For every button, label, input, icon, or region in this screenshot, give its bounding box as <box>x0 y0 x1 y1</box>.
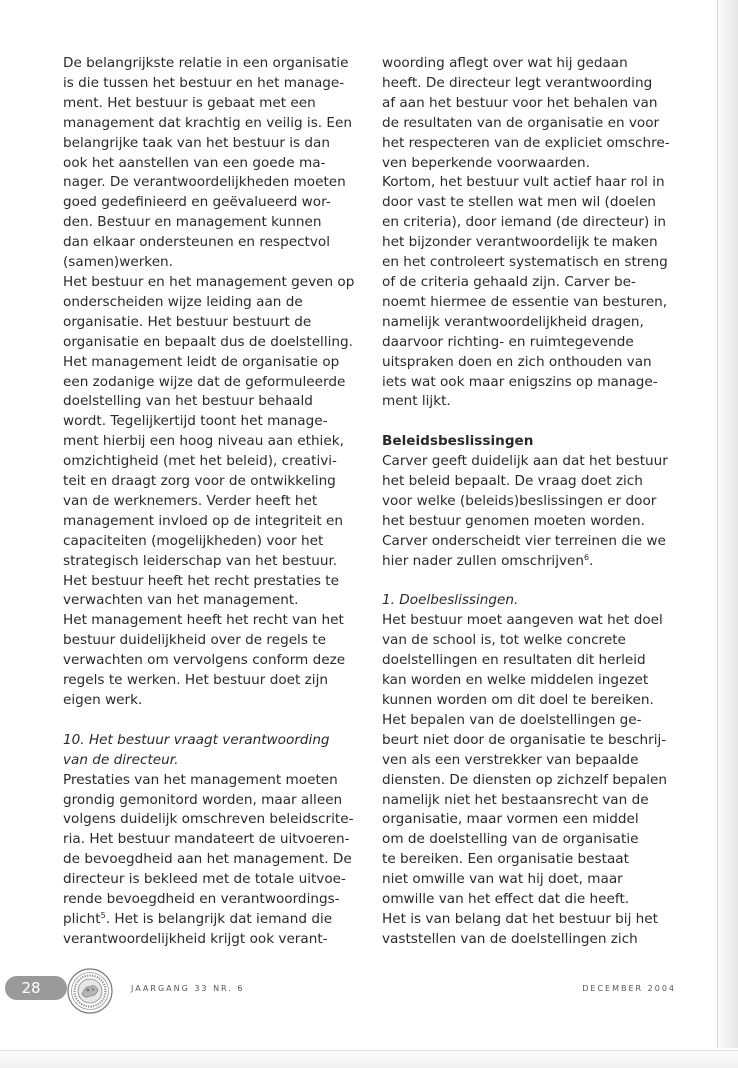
text-line: kan worden en welke middelen ingezet <box>382 672 649 689</box>
text-line: voor welke (beleids)beslissingen er door <box>382 492 657 509</box>
text-line: organisatie en bepaalt dus de doelstelling. <box>63 333 353 350</box>
text-line: teit en draagt zorg voor de ontwikkeling <box>63 473 336 490</box>
text-line: strategisch leiderschap van het bestuur. <box>63 552 338 569</box>
text-line: omzichtigheid (met het beleid), creativi- <box>63 453 337 470</box>
text-line: diensten. De diensten op zichzelf bepalen <box>382 771 668 788</box>
text-line: volgens duidelijk omschreven beleidscrite- <box>63 811 354 828</box>
text-line: Prestaties van het management moeten <box>63 771 338 788</box>
footnote-6-marker: 6 <box>584 552 590 562</box>
page-number-tab <box>5 976 67 1000</box>
text-line: ook het aanstellen van een goede ma- <box>63 154 326 171</box>
text-line: het bijzonder verantwoordelijk te maken <box>382 234 658 251</box>
text-line: woording aflegt over wat hij gedaan <box>382 55 628 71</box>
text-line: heeft. De directeur legt verantwoording <box>382 74 653 91</box>
text-line: noemt hiermee de essentie van besturen, <box>382 293 668 310</box>
text-line: management dat krachtig en veilig is. Een <box>63 114 352 131</box>
text-line: de bevoegdheid aan het management. De <box>63 851 352 868</box>
continuation-paragraphs <box>382 54 682 412</box>
text-line: dan elkaar ondersteunen en respectvol <box>63 234 331 251</box>
text-line: vaststellen van de doelstellingen zich <box>382 930 638 947</box>
text-line: organisatie, maar vormen een middel <box>382 811 639 828</box>
text-line: iets wat ook maar enigszins op manage- <box>382 373 658 390</box>
text-line: verwachten van het management. <box>63 592 299 609</box>
footnote-line-start: plicht <box>63 910 101 927</box>
text-line: omwille van het effect dat die heeft. <box>382 891 630 908</box>
text-line: uitspraken doen en zich onthouden van <box>382 353 652 370</box>
text-line: directeur is bekleed met de totale uitvoe- <box>63 871 346 888</box>
left-column <box>63 54 363 950</box>
page-footer <box>0 968 690 1020</box>
text-line: het beleid bepaalt. De vraag doet zich <box>382 473 643 490</box>
text-line: onderscheiden wijze leiding aan de <box>63 293 303 310</box>
journal-issue: JAARGANG 33 NR. 6 <box>131 984 245 993</box>
text-line: eigen werk. <box>63 692 143 708</box>
text-line: beurt niet door de organisatie te beschrij- <box>382 731 667 748</box>
text-line: goed gedefinieerd en geëvalueerd wor- <box>63 194 331 211</box>
text-line: het respecteren van de expliciet omschre- <box>382 134 670 151</box>
page-right-edge <box>714 0 738 1068</box>
text-line: Het management heeft het recht van het <box>63 612 344 629</box>
footnote-line-rest: . Het is belangrijk dat iemand die <box>105 910 333 927</box>
issue-date: DECEMBER 2004 <box>582 984 676 993</box>
text-line: regels te werken. Het bestuur doet zijn <box>63 672 328 689</box>
text-line: rende bevoegdheid en verantwoordings- <box>63 891 340 908</box>
text-line: doelstelling van het bestuur behaald <box>63 393 313 410</box>
text-line: De belangrijkste relatie in een organisatie <box>63 55 349 71</box>
text-line: doelstellingen en resultaten dit herleid <box>382 652 646 669</box>
text-line: af aan het bestuur voor het behalen van <box>382 94 658 111</box>
text-line: het bestuur genomen moeten worden. <box>382 512 645 529</box>
text-line: Het is van belang dat het bestuur bij het <box>382 910 658 927</box>
text-line: of de criteria gehaald zijn. Carver be- <box>382 273 636 290</box>
text-line: niet omwille van wat hij doet, maar <box>382 871 623 888</box>
text-line: een zodanige wijze dat de geformuleerde <box>63 373 346 390</box>
section-heading-beleidsbeslissingen: Beleidsbeslissingen <box>382 433 534 450</box>
text-line: namelijk verantwoordelijkheid dragen, <box>382 313 644 330</box>
text-line: management invloed op de integriteit en <box>63 512 343 529</box>
text-line: bestuur duidelijkheid over de regels te <box>63 632 326 649</box>
text-line: ment lijkt. <box>382 393 451 410</box>
intro-paragraphs <box>63 54 363 711</box>
text-line: ven als een verstrekker van bepaalde <box>382 751 639 768</box>
text-line: en het controleert systematisch en streng <box>382 254 668 271</box>
text-line: te bereiken. Een organisatie bestaat <box>382 851 629 868</box>
section-10-body <box>63 771 363 910</box>
text-line: en criteria), door iemand (de directeur) in <box>382 214 666 231</box>
section-10-heading <box>63 731 363 771</box>
right-column <box>382 54 682 950</box>
text-line: grondig gemonitord worden, maar alleen <box>63 791 343 808</box>
paragraph-gap <box>382 412 682 432</box>
text-line-last: verantwoordelijkheid krijgt ook verant- <box>63 930 328 947</box>
text-line: door vast te stellen wat men wil (doelen <box>382 194 656 211</box>
footnote-5-marker: 5 <box>100 910 106 920</box>
text-line-footnote <box>382 552 682 572</box>
text-line: namelijk niet het bestaansrecht van de <box>382 791 649 808</box>
beleid-paragraph <box>382 452 682 552</box>
text-line: Het management leidt de organisatie op <box>63 353 340 370</box>
text-line: ment. Het bestuur is gebaat met een <box>63 94 316 111</box>
text-line: is die tussen het bestuur en het manage- <box>63 74 345 91</box>
text-line: wordt. Tegelijkertijd toont het manage- <box>63 413 328 430</box>
text-line: ven beperkende voorwaarden. <box>382 154 590 171</box>
text-line: organisatie. Het bestuur bestuurt de <box>63 313 312 330</box>
footnote-line-start: hier nader zullen omschrijven <box>382 552 585 569</box>
text-line: Het bepalen van de doelstellingen ge- <box>382 711 642 728</box>
text-line: verwachten om vervolgens conform deze <box>63 652 346 669</box>
footnote-line-rest: . <box>589 552 594 569</box>
section-heading-line: van de directeur. <box>63 751 179 768</box>
doel-paragraph <box>382 611 682 949</box>
text-line: kunnen worden om dit doel te bereiken. <box>382 691 654 708</box>
text-line: den. Bestuur en management kunnen <box>63 214 322 231</box>
text-line: ria. Het bestuur mandateert de uitvoeren- <box>63 831 350 848</box>
page-number: 28 <box>21 979 41 997</box>
text-line: om de doelstelling van de organisatie <box>382 831 639 848</box>
section-heading-line: 10. Het bestuur vraagt verantwoording <box>63 731 330 748</box>
text-line: Carver onderscheidt vier terreinen die we <box>382 532 666 549</box>
text-line: ment hierbij een hoog niveau aan ethiek, <box>63 433 344 450</box>
text-line: van de school is, tot welke concrete <box>382 632 626 649</box>
journal-seal-logo <box>67 968 113 1014</box>
text-line: Het bestuur moet aangeven wat het doel <box>382 612 663 629</box>
text-line: nager. De verantwoordelijkheden moeten <box>63 174 346 191</box>
text-line: de resultaten van de organisatie en voor <box>382 114 660 131</box>
paragraph-gap <box>382 572 682 592</box>
text-line: van de werknemers. Verder heeft het <box>63 492 318 509</box>
text-line: Kortom, het bestuur vult actief haar rol in <box>382 174 665 191</box>
text-line: belangrijke taak van het bestuur is dan <box>63 134 330 151</box>
text-line: Carver geeft duidelijk aan dat het bestuur <box>382 453 668 470</box>
page-bottom-edge <box>0 1048 738 1068</box>
paragraph-gap <box>63 711 363 731</box>
text-line: Het bestuur heeft het recht prestaties te <box>63 572 339 589</box>
text-line-footnote <box>63 910 363 930</box>
text-line: Het bestuur en het management geven op <box>63 273 355 290</box>
text-line: daarvoor richting- en ruimtegevende <box>382 333 634 350</box>
subheading-doelbeslissingen: 1. Doelbeslissingen. <box>382 592 519 609</box>
text-line: capaciteiten (mogelijkheden) voor het <box>63 532 324 549</box>
text-line: (samen)werken. <box>63 254 173 271</box>
